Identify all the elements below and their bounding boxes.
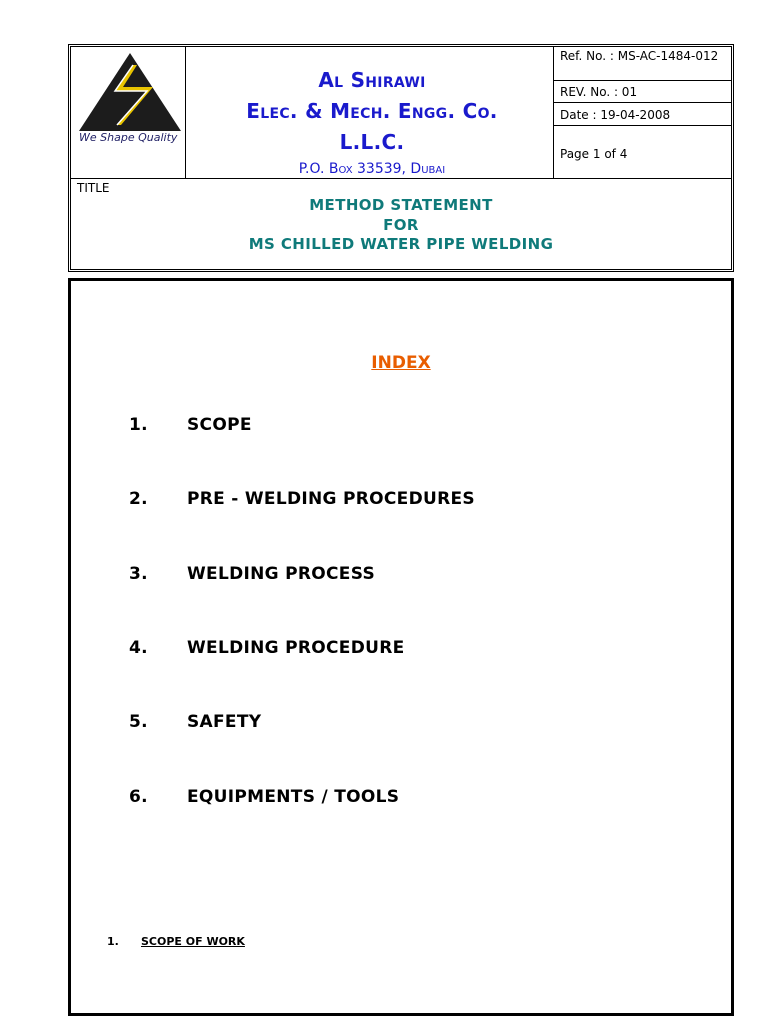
index-item-number: 2.	[129, 489, 148, 509]
index-item-label: WELDING PROCESS	[187, 564, 376, 584]
company-name-line3: L.L.C.	[339, 130, 405, 154]
document-date: Date : 19-04-2008	[560, 108, 671, 122]
section-title: SCOPE OF WORK	[141, 935, 245, 948]
index-item-label: PRE - WELDING PROCEDURES	[187, 489, 475, 509]
index-item-number: 5.	[129, 712, 148, 732]
title-line3: MS CHILLED WATER PIPE WELDING	[248, 235, 554, 253]
index-item-label: EQUIPMENTS / TOOLS	[187, 787, 400, 807]
index-item-label: WELDING PROCEDURE	[187, 638, 405, 658]
title-line2: FOR	[383, 215, 419, 234]
index-item-scope	[129, 415, 252, 435]
header-vertical-divider-right	[553, 47, 554, 178]
logo-triangle	[79, 53, 181, 131]
revision-number: REV. No. : 01	[560, 85, 638, 99]
meta-divider-3	[553, 125, 731, 126]
section-heading-scope-of-work	[107, 935, 245, 948]
company-block	[191, 65, 553, 177]
index-item-number: 6.	[129, 787, 148, 807]
header-title-divider	[71, 178, 731, 179]
index-item-pre-welding	[129, 489, 475, 509]
document-title	[71, 196, 731, 255]
index-item-number: 3.	[129, 564, 148, 584]
document-header	[68, 44, 734, 272]
index-section	[68, 278, 734, 1016]
meta-divider-2	[553, 102, 731, 103]
ref-number: Ref. No. : MS-AC-1484-012	[560, 49, 719, 63]
index-item-welding-procedure	[129, 638, 405, 658]
section-number: 1.	[107, 935, 119, 948]
company-address: P.O. Box 33539, Dubai	[298, 161, 446, 177]
index-item-label: SCOPE	[187, 415, 252, 435]
company-name-line1: Al Shirawi	[318, 68, 426, 92]
index-item-label: SAFETY	[187, 712, 262, 732]
index-item-number: 4.	[129, 638, 148, 658]
title-line1: METHOD STATEMENT	[309, 196, 493, 214]
title-label: TITLE	[77, 181, 110, 195]
page-number: Page 1 of 4	[560, 147, 628, 161]
meta-divider-1	[553, 80, 731, 81]
index-item-number: 1.	[129, 415, 148, 435]
index-item-equipments	[129, 787, 399, 807]
index-item-safety	[129, 712, 261, 732]
company-name-line2: Elec. & Mech. Engg. Co.	[246, 99, 498, 123]
company-logo	[77, 51, 187, 163]
index-heading: INDEX	[371, 353, 431, 373]
logo-tagline: We Shape Quality	[79, 131, 178, 144]
index-item-welding-process	[129, 564, 375, 584]
